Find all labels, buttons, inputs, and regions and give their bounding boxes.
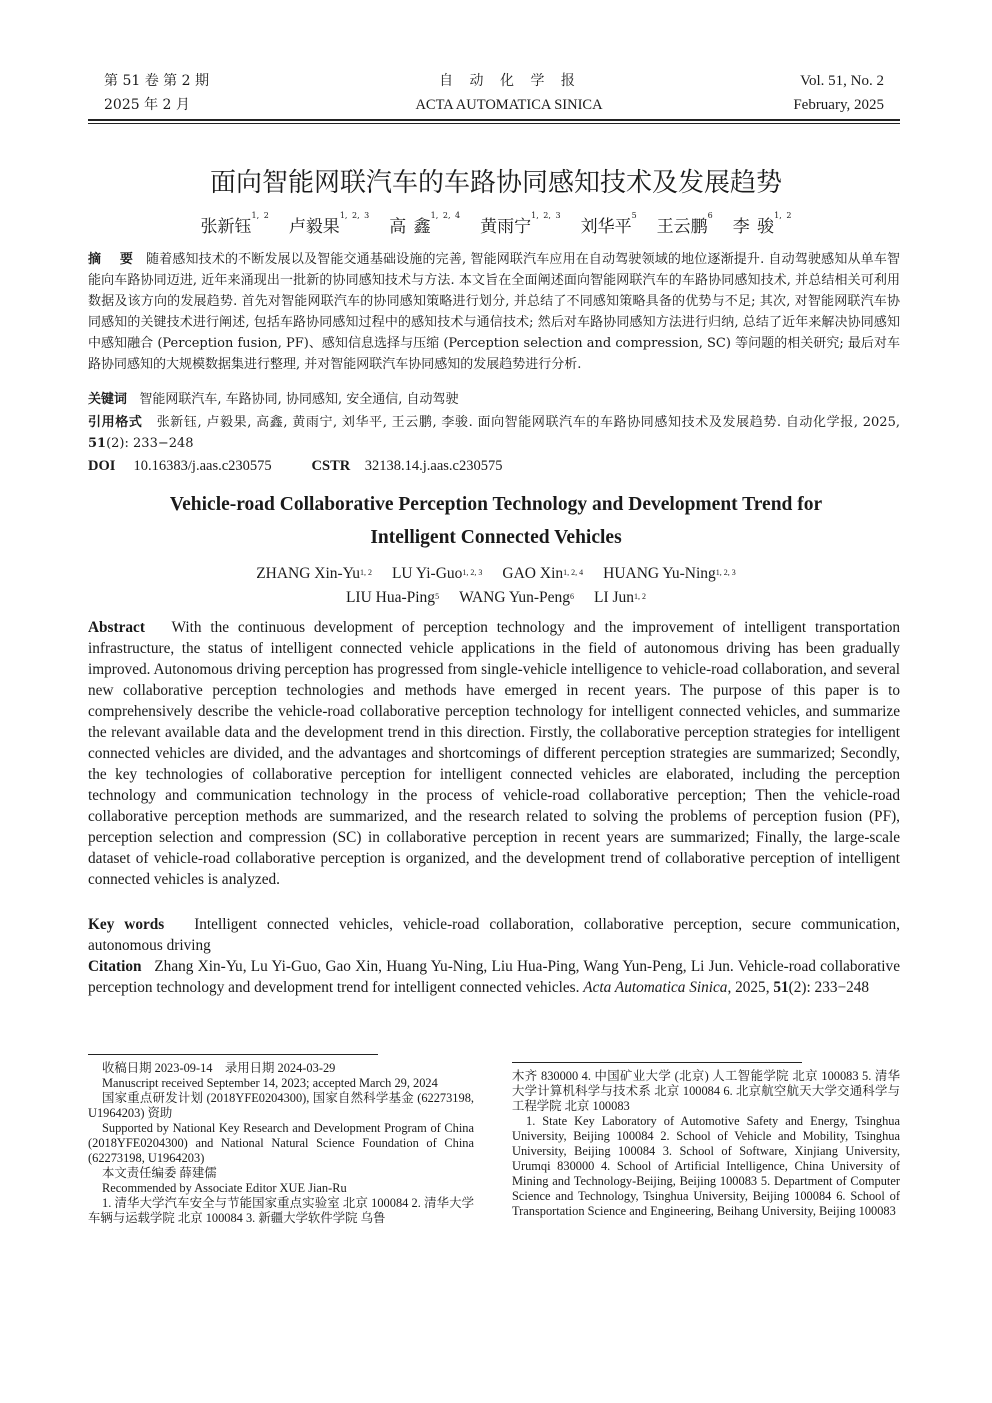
author [288, 211, 370, 237]
author-affiliation-mark: 1, 2 [251, 211, 269, 220]
author-name: LI Jun [594, 589, 635, 606]
author-affiliation-mark: 1, 2 [359, 568, 372, 577]
paper-title-en-line1: Vehicle-road Collaborative Perception Technology and Development Trend for [169, 494, 823, 515]
footnote-affiliations-en: 1. State Key Laboratory of Automotive Safety and Energy, Tsinghua University, Beijing 100084 2. School of Vehicle and Mobility, Tsinghua University, Beijing 100084 3. School of Software, Xinjiang University, Urumqi 830000 4. School of Artificial Intelligence, China University of Mining and Technology-Beijing, Beijing 100083 5. Department of Computer Science and Technology, Tsinghua University, Beijing 100084 6. School of Transportation Science and Engineering, Beihang University, Beijing 100083 [512, 1114, 900, 1218]
author-name: 刘华平 [580, 217, 632, 237]
author-affiliation-mark: 1, 2, 4 [430, 211, 461, 220]
header-date-cn: 2025 年 2 月 [104, 97, 190, 113]
abstract-en [88, 617, 900, 890]
author-name: LU Yi-Guo [391, 565, 463, 582]
footnote-rule-left [88, 1054, 378, 1055]
author-name: 高 鑫 [389, 217, 431, 237]
author [732, 211, 792, 237]
author [392, 565, 482, 582]
footnote-rule-right [512, 1062, 802, 1063]
footnote-editor-en: Recommended by Associate Editor XUE Jian-Ru [102, 1181, 347, 1195]
paper-title-en [0, 488, 992, 554]
abstract-en-text: With the continuous development of perception technology and the improvement of intelligent transportation infrastructure, the status of intelligent connected vehicle applications in the field of autonomous driving has been gradually improved. Autonomous driving perception has progressed from single-vehicle intelligence to vehicle-road collaboration, and several new collaborative perception technologies and methods have emerged in recent years. The purpose of this paper is to comprehensively describe the vehicle-road collaborative perception technology for intelligent connected vehicles, and summarize the relevant available data and the development trend in this direction. Firstly, the collaborative perception strategies for intelligent connected vehicles are divided, and the advantages and shortcomings of different perception strategies are summarized; Secondly, the key technologies of collaborative perception for intelligent connected vehicles are elaborated, including the perception technology and communication technology in the process of vehicle-road collaborative perception; Then the vehicle-road collaborative perception methods are summarized, and the research related to solving the problems of perception fusion (PF), perception selection and compression (SC) in collaborative perception in recent years are summarized; Finally, the large-scale dataset of vehicle-road collaborative perception is organized, and the development trend of collaborative perception of intelligent connected vehicles is analyzed. [88, 619, 900, 888]
author-name: LIU Hua-Ping [345, 589, 436, 606]
author-affiliation-mark: 1, 2, 4 [563, 568, 584, 577]
author-affiliation-mark: 1, 2 [774, 211, 792, 220]
abstract-en-label: Abstract [88, 619, 145, 636]
citation-cn [88, 412, 900, 454]
citation-en-pages: (2): 233−248 [788, 979, 870, 996]
author-name: 张新钰 [200, 217, 252, 237]
author-list-en [0, 562, 992, 610]
citation-en-text: Zhang Xin-Yu, Lu Yi-Guo, Gao Xin, Huang Yu-Ning, Liu Hua-Ping, Wang Yun-Peng, Li Jun. Vehicle-road collaborative perception technology and development trend for intelligent connected vehicles. [88, 958, 900, 996]
keywords-cn-label: 关键词 [88, 392, 128, 407]
doi-line [88, 458, 502, 475]
citation-cn-label: 引用格式 [88, 415, 143, 430]
author-name: GAO Xin [502, 565, 564, 582]
author [480, 211, 561, 237]
author [502, 565, 583, 582]
author-affiliation-mark: 1, 2, 3 [339, 211, 370, 220]
author-name: 李 骏 [732, 217, 775, 237]
citation-en-label: Citation [88, 958, 142, 975]
footnotes-left [88, 1061, 474, 1226]
author [656, 211, 713, 237]
author [459, 589, 574, 606]
footnote-affiliations-cn: 1. 清华大学汽车安全与节能国家重点实验室 北京 100084 2. 清华大学车辆与运载学院 北京 100084 3. 新疆大学软件学院 乌鲁 [88, 1196, 474, 1225]
header-volume: 第 51 卷 第 2 期 [104, 73, 209, 89]
footnote-received-en: Manuscript received September 14, 2023; accepted March 29, 2024 [102, 1076, 438, 1090]
author-name: WANG Yun-Peng [459, 589, 570, 606]
footnote-fund-cn: 国家重点研发计划 (2018YFE0204300), 国家自然科学基金 (62273198, U1964203) 资助 [88, 1091, 474, 1120]
author [389, 211, 461, 237]
footnote-fund-en: Supported by National Key Research and Development Program of China (2018YFE0204300) and National Natural Science Foundation of China (62273198, U1964203) [88, 1121, 474, 1165]
author-name: HUANG Yu-Ning [603, 565, 716, 582]
abstract-cn [88, 249, 900, 375]
keywords-en-label: Key words [88, 916, 165, 933]
author [603, 565, 736, 582]
author-name: ZHANG Xin-Yu [256, 565, 360, 582]
author-name: 黄雨宁 [480, 217, 532, 237]
author-name: 卢毅果 [288, 217, 340, 237]
doi-value[interactable]: 10.16383/j.aas.c230575 [133, 458, 272, 474]
header-journal-en: ACTA AUTOMATICA SINICA [415, 97, 603, 113]
author [346, 589, 439, 606]
cstr-label: CSTR [311, 458, 351, 474]
paper-title-en-line2: Intelligent Connected Vehicles [370, 527, 622, 548]
keywords-en-text: Intelligent connected vehicles, vehicle-road collaboration, collaborative perception, secure communication, autonomous driving [88, 916, 900, 954]
footnote-editor-cn: 本文责任编委 薛建儒 [102, 1166, 217, 1180]
header-rule-bottom [88, 123, 900, 124]
author [200, 211, 269, 237]
citation-cn-volume: 51 [88, 436, 107, 451]
paper-title-cn: 面向智能网联汽车的车路协同感知技术及发展趋势 [209, 168, 782, 198]
header-date-en: February, 2025 [793, 97, 884, 113]
citation-en [88, 956, 900, 998]
author-affiliation-mark: 1, 2, 3 [462, 568, 483, 577]
author-list-en-line1 [0, 562, 992, 586]
citation-en-year: , 2025, [727, 979, 774, 996]
author [256, 565, 372, 582]
citation-cn-pages: (2): 233−248 [106, 436, 194, 451]
header-rule-top [88, 119, 900, 121]
keywords-cn [88, 389, 900, 410]
keywords-cn-text: 智能网联汽车, 车路协同, 协同感知, 安全通信, 自动驾驶 [139, 392, 459, 407]
author-affiliation-mark: 1, 2, 3 [531, 211, 561, 220]
author-list-en-line2 [0, 586, 992, 610]
author-affiliation-mark: 6 [707, 211, 713, 220]
author [580, 211, 637, 237]
citation-en-volume: 51 [773, 979, 789, 996]
author-affiliation-mark: 1, 2 [634, 592, 647, 601]
author [594, 589, 646, 606]
cstr-value[interactable]: 32138.14.j.aas.c230575 [364, 458, 503, 474]
citation-cn-text: 张新钰, 卢毅果, 高鑫, 黄雨宁, 刘华平, 王云鹏, 李骏. 面向智能网联汽车的车路协同感知技术及发展趋势. 自动化学报, 2025, [156, 415, 900, 430]
doi-label: DOI [88, 458, 116, 474]
footnote-received-cn: 收稿日期 2023-09-14 录用日期 2024-03-29 [102, 1061, 336, 1075]
footnote-affiliations-cn-continued: 木齐 830000 4. 中国矿业大学 (北京) 人工智能学院 北京 100083 5. 清华大学计算机科学与技术系 北京 100084 6. 北京航空航天大学交通科学与工程学院 北京 100083 [512, 1069, 900, 1113]
abstract-cn-text: 随着感知技术的不断发展以及智能交通基础设施的完善, 智能网联汽车应用在自动驾驶领域的地位逐渐提升. 自动驾驶感知从单车智能向车路协同迈进, 近年来涌现出一批新的协同感知技术与方法. 本文旨在全面阐述面向智能网联汽车的车路协同感知技术, 并总结相关可利用数据及该方向的发展趋势. 首先对智能网联汽车的协同感知策略进行划分, 并总结了不同感知策略具备的优势与不足; 其次, 对智能网联汽车协同感知的关键技术进行阐述, 包括车路协同感知过程中的感知技术与通信技术; 然后对车路协同感知方法进行归纳, 总结了近年来解决协同感知中感知融合 (Perception fusion, PF)、感知信息选择与压缩 (Perception selection and compression, SC) 等问题的相关研究; 最后对车路协同感知的大规模数据集进行整理, 并对智能网联汽车协同感知的发展趋势进行分析. [88, 252, 901, 372]
keywords-en [88, 914, 900, 956]
header-vol-en: Vol. 51, No. 2 [800, 73, 884, 89]
author-list-cn [0, 212, 992, 237]
footnotes-right [512, 1069, 900, 1219]
author-name: 王云鹏 [656, 217, 708, 237]
author-affiliation-mark: 1, 2, 3 [715, 568, 736, 577]
abstract-cn-label: 摘 要 [88, 252, 134, 267]
author-affiliation-mark: 6 [570, 592, 574, 601]
author-affiliation-mark: 5 [631, 211, 637, 220]
author-affiliation-mark: 5 [435, 592, 440, 601]
header-journal-cn: 自 动 化 学 报 [439, 73, 581, 89]
citation-en-journal: Acta Automatica Sinica [583, 979, 728, 996]
